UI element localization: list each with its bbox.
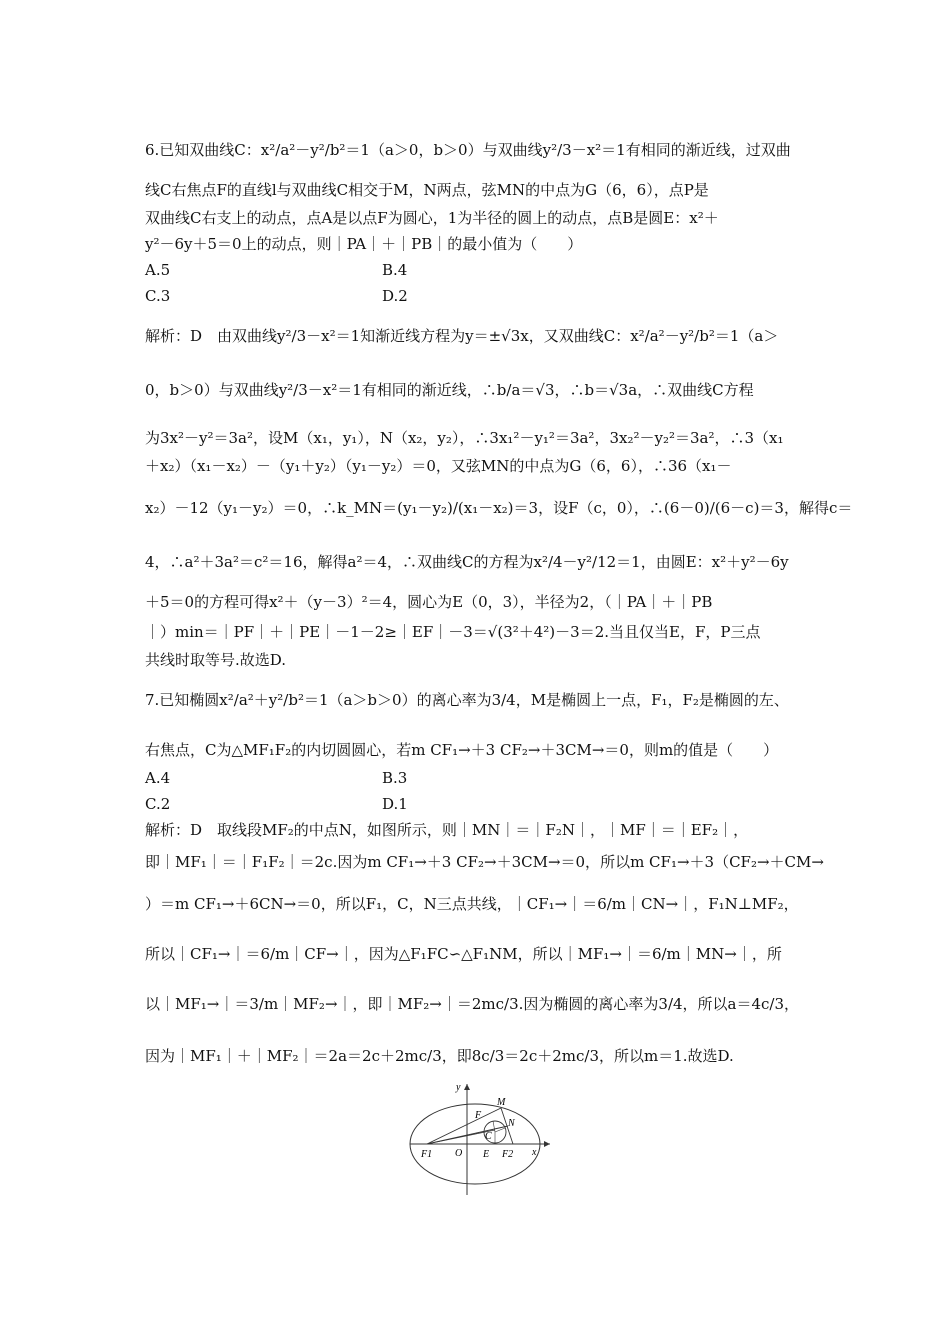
label-f2: F2: [502, 1149, 514, 1160]
solution7-line-6: 因为｜MF₁｜＋｜MF₂｜＝2a＝2c＋2mc/3，即8c/3＝2c＋2mc/3，所以m＝1.故选D.: [145, 1047, 734, 1065]
solution6-line-6: 4，∴a²＋3a²＝c²＝16，解得a²＝4，∴双曲线C的方程为x²/4－y²/12＝1，由圆E：x²＋y²－6y: [145, 553, 789, 571]
problem6-line-1: 6.已知双曲线C：x²/a²－y²/b²＝1（a＞0，b＞0）与双曲线y²/3－x²＝1有相同的渐近线，过双曲: [145, 141, 791, 159]
solution7-line-5: 以｜MF₁→｜＝3/m｜MF₂→｜，即｜MF₂→｜＝2mc/3.因为椭圆的离心率为3/4，所以a＝4c/3，: [145, 995, 800, 1013]
label-f1: F1: [421, 1149, 433, 1160]
label-c: C: [485, 1131, 492, 1142]
solution6-line-5: x₂）－12（y₁－y₂）＝0，∴k_MN＝(y₁－y₂)/(x₁－x₂)＝3，设F（c，0），∴(6－0)/(6－c)＝3，解得c＝: [145, 499, 853, 517]
label-m: M: [497, 1097, 506, 1108]
solution7-line-2: 即｜MF₁｜＝｜F₁F₂｜＝2c.因为m CF₁→＋3 CF₂→＋3CM→＝0，所以m CF₁→＋3（CF₂→＋CM→: [145, 853, 824, 871]
solution7-line-1: 解析：D 取线段MF₂的中点N，如图所示，则｜MN｜＝｜F₂N｜，｜MF｜＝｜EF₂｜，: [145, 821, 749, 839]
solution7-line-3: ）＝m CF₁→＋6CN→＝0，所以F₁，C，N三点共线，｜CF₁→｜＝6/m｜CN→｜，F₁N⊥MF₂，: [145, 895, 799, 913]
solution6-line-3: 为3x²－y²＝3a²，设M（x₁，y₁），N（x₂，y₂），∴3x₁²－y₁²＝3a²，3x₂²－y₂²＝3a²，∴3（x₁: [145, 429, 784, 447]
problem7-choice-c: C.2: [145, 795, 171, 813]
label-o: O: [455, 1148, 463, 1159]
label-n: N: [508, 1118, 515, 1129]
x-axis-arrow-icon: [544, 1141, 550, 1147]
problem7-line-1: 7.已知椭圆x²/a²＋y²/b²＝1（a＞b＞0）的离心率为3/4，M是椭圆上一点，F₁，F₂是椭圆的左、: [145, 691, 789, 709]
problem6-line-2: 线C右焦点F的直线l与双曲线C相交于M，N两点，弦MN的中点为G（6，6），点P是: [145, 181, 709, 199]
problem7-choice-b: B.3: [382, 769, 408, 787]
label-e: E: [483, 1149, 490, 1160]
problem6-choice-c: C.3: [145, 287, 171, 305]
label-x: x: [532, 1147, 537, 1158]
solution6-line-8: ｜）min＝｜PF｜＋｜PE｜－1－2≥｜EF｜－3＝√(3²＋4²)－3＝2.当且仅当E，F，P三点: [145, 623, 761, 641]
problem7-line-2: 右焦点，C为△MF₁F₂的内切圆圆心，若m CF₁→＋3 CF₂→＋3CM→＝0，则m的值是（ ）: [145, 741, 779, 759]
problem6-choice-b: B.4: [382, 261, 408, 279]
problem7-choice-d: D.1: [382, 795, 408, 813]
problem6-choice-a: A.5: [145, 261, 171, 279]
ellipse-figure: [405, 1080, 555, 1198]
solution6-line-1: 解析：D 由双曲线y²/3－x²＝1知渐近线方程为y＝±√3x，又双曲线C：x²/a²－y²/b²＝1（a＞: [145, 327, 779, 345]
label-y: y: [456, 1082, 461, 1093]
problem6-choice-d: D.2: [382, 287, 408, 305]
solution6-line-7: ＋5＝0的方程可得x²＋（y－3）²＝4，圆心为E（0，3），半径为2，（｜PA｜＋｜PB: [145, 593, 713, 611]
problem7-choice-a: A.4: [145, 769, 171, 787]
solution6-line-9: 共线时取等号.故选D.: [145, 651, 287, 669]
problem6-line-3: 双曲线C右支上的动点，点A是以点F为圆心，1为半径的圆上的动点，点B是圆E：x²＋: [145, 209, 719, 227]
solution7-line-4: 所以｜CF₁→｜＝6/m｜CF→｜，因为△F₁FC∽△F₁NM，所以｜MF₁→｜＝6/m｜MN→｜，所: [145, 945, 782, 963]
y-axis-arrow-icon: [464, 1084, 470, 1090]
solution6-line-4: ＋x₂）（x₁－x₂）－（y₁＋y₂）（y₁－y₂）＝0，又弦MN的中点为G（6，6），∴36（x₁－: [145, 457, 732, 475]
solution6-line-2: 0，b＞0）与双曲线y²/3－x²＝1有相同的渐近线，∴b/a＝√3，∴b＝√3a，∴双曲线C方程: [145, 381, 754, 399]
label-f: F: [475, 1110, 482, 1121]
problem6-line-4: y²－6y＋5＝0上的动点，则｜PA｜＋｜PB｜的最小值为（ ）: [145, 235, 583, 253]
